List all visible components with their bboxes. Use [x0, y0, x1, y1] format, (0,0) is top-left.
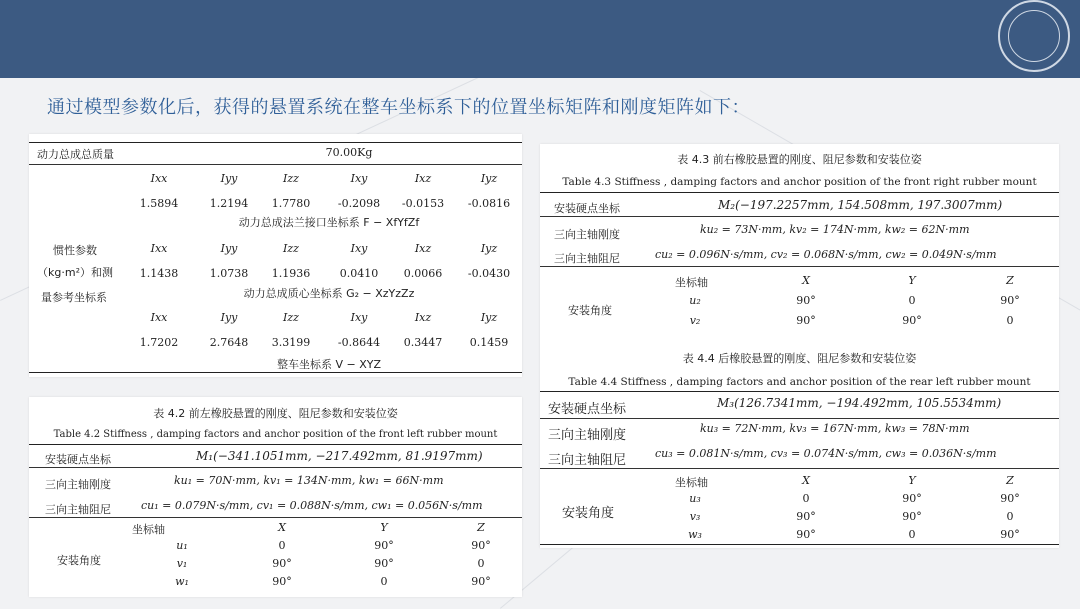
angle-row-label: u₂: [675, 294, 715, 307]
axis-header: X: [257, 521, 307, 534]
hard-point-value: M₃(126.7341mm, −194.492mm, 105.5534mm): [717, 396, 1001, 410]
axis-header: Y: [887, 274, 937, 287]
inertia-value-cell: 1.1936: [261, 267, 321, 280]
axis-label: 坐标轴: [675, 274, 708, 290]
angle-row-label: v₁: [162, 557, 202, 570]
stiffness-value: ku₃ = 72N·mm, kv₃ = 167N·mm, kw₃ = 78N·mm: [700, 422, 970, 435]
inertia-value-cell: 2.7648: [199, 336, 259, 349]
inertia-value-cell: 1.0738: [199, 267, 259, 280]
university-logo-icon: [998, 0, 1070, 72]
inertia-value-cell: 1.7780: [261, 197, 321, 210]
damping-value: cu₁ = 0.079N·s/mm, cv₁ = 0.088N·s/mm, cw₁ = 0.056N·s/mm: [141, 499, 483, 512]
inertia-header-cell: Iyy: [199, 311, 259, 324]
damping-label: 三向主轴阻尼: [45, 501, 111, 517]
inertia-table-panel: [29, 134, 522, 377]
angle-value: 0: [456, 557, 506, 570]
inertia-header-cell: Iyy: [199, 172, 259, 185]
inertia-header-cell: Iyz: [459, 172, 519, 185]
mass-value: 70.00Kg: [289, 146, 409, 159]
axis-header: Y: [359, 521, 409, 534]
inertia-label-line3: 量参考坐标系: [41, 289, 107, 305]
damping-label: 三向主轴阻尼: [548, 449, 626, 468]
axis-header: Z: [456, 521, 506, 534]
angle-value: 0: [887, 528, 937, 541]
angle-value: 90°: [781, 528, 831, 541]
hard-point-label: 安装硬点坐标: [548, 398, 626, 417]
table-4-3-title-en: Table 4.3 Stiffness , damping factors and anchor position of the front right rubber mount: [540, 176, 1059, 188]
hard-point-value: M₁(−341.1051mm, −217.492mm, 81.9197mm): [196, 449, 483, 463]
mass-label: 动力总成总质量: [37, 146, 114, 162]
angle-value: 90°: [257, 575, 307, 588]
stiffness-label: 三向主轴刚度: [554, 226, 620, 242]
subcaption-centroid: 动力总成质心坐标系 G₂ − XzYzZz: [179, 285, 479, 301]
angle-value: 90°: [985, 528, 1035, 541]
angle-label: 安装角度: [568, 302, 612, 318]
table-4-4-title-cn: 表 4.4 后橡胶悬置的刚度、阻尼参数和安装位姿: [540, 350, 1059, 366]
inertia-value-cell: 0.1459: [459, 336, 519, 349]
hard-point-label: 安装硬点坐标: [554, 200, 620, 216]
angle-label: 安装角度: [57, 552, 101, 568]
inertia-header-cell: Izz: [261, 311, 321, 324]
angle-value: 90°: [781, 510, 831, 523]
inertia-value-cell: -0.2098: [329, 197, 389, 210]
inertia-value-cell: 1.1438: [129, 267, 189, 280]
inertia-header-cell: Ixx: [129, 242, 189, 255]
stiffness-label: 三向主轴刚度: [45, 476, 111, 492]
inertia-header-cell: Ixx: [129, 311, 189, 324]
angle-value: 0: [781, 492, 831, 505]
inertia-header-cell: Ixz: [393, 172, 453, 185]
angle-value: 90°: [985, 492, 1035, 505]
inertia-value-cell: -0.0430: [459, 267, 519, 280]
inertia-value-cell: -0.8644: [329, 336, 389, 349]
angle-value: 90°: [887, 314, 937, 327]
subcaption-vehicle: 整车坐标系 V − XYZ: [179, 356, 479, 372]
angle-row-label: u₁: [162, 539, 202, 552]
table-4-2-title-en: Table 4.2 Stiffness , damping factors and anchor position of the front left rubber mount: [29, 429, 522, 440]
angle-value: 90°: [887, 510, 937, 523]
table-4-4-title-en: Table 4.4 Stiffness , damping factors and anchor position of the rear left rubber mount: [540, 376, 1059, 388]
angle-value: 90°: [359, 557, 409, 570]
axis-label: 坐标轴: [132, 521, 165, 537]
table-4-2-title-cn: 表 4.2 前左橡胶悬置的刚度、阻尼参数和安装位姿: [29, 405, 522, 421]
inertia-value-cell: -0.0816: [459, 197, 519, 210]
axis-label: 坐标轴: [675, 474, 708, 490]
slide-subtitle: 通过模型参数化后，获得的悬置系统在整车坐标系下的位置坐标矩阵和刚度矩阵如下：: [47, 93, 750, 119]
hard-point-label: 安装硬点坐标: [45, 451, 111, 467]
inertia-header-cell: Ixz: [393, 242, 453, 255]
angle-value: 90°: [985, 294, 1035, 307]
angle-value: 0: [359, 575, 409, 588]
angle-label: 安装角度: [562, 502, 614, 521]
inertia-value-cell: 1.7202: [129, 336, 189, 349]
angle-row-label: w₃: [675, 528, 715, 541]
axis-header: X: [781, 474, 831, 487]
angle-value: 0: [257, 539, 307, 552]
inertia-header-cell: Ixy: [329, 172, 389, 185]
header-bar: [0, 0, 1080, 78]
axis-header: Z: [985, 474, 1035, 487]
angle-row-label: v₂: [675, 314, 715, 327]
angle-value: 90°: [359, 539, 409, 552]
inertia-header-cell: Izz: [261, 172, 321, 185]
table-4-2-panel: [29, 397, 522, 597]
angle-value: 90°: [456, 575, 506, 588]
axis-header: X: [781, 274, 831, 287]
stiffness-value: ku₂ = 73N·mm, kv₂ = 174N·mm, kw₂ = 62N·mm: [700, 223, 970, 236]
inertia-header-cell: Ixz: [393, 311, 453, 324]
subcaption-flange: 动力总成法兰接口坐标系 F − XfYfZf: [179, 214, 479, 230]
stiffness-value: ku₁ = 70N·mm, kv₁ = 134N·mm, kw₁ = 66N·mm: [174, 474, 444, 487]
inertia-value-cell: 1.5894: [129, 197, 189, 210]
angle-value: 90°: [257, 557, 307, 570]
angle-value: 90°: [887, 492, 937, 505]
angle-row-label: u₃: [675, 492, 715, 505]
damping-label: 三向主轴阻尼: [554, 250, 620, 266]
table-4-3-title-cn: 表 4.3 前右橡胶悬置的刚度、阻尼参数和安装位姿: [540, 151, 1059, 167]
angle-value: 90°: [456, 539, 506, 552]
inertia-label-line1: 惯性参数: [53, 242, 97, 258]
angle-row-label: v₃: [675, 510, 715, 523]
angle-value: 0: [985, 510, 1035, 523]
axis-header: Y: [887, 474, 937, 487]
inertia-header-cell: Iyz: [459, 242, 519, 255]
angle-row-label: w₁: [162, 575, 202, 588]
inertia-label-line2: （kg·m²）和测: [37, 264, 113, 280]
damping-value: cu₃ = 0.081N·s/mm, cv₃ = 0.074N·s/mm, cw₃ = 0.036N·s/mm: [655, 447, 997, 460]
table-4-3-4-4-panel: [540, 144, 1059, 548]
hard-point-value: M₂(−197.2257mm, 154.508mm, 197.3007mm): [718, 198, 1002, 212]
inertia-header-cell: Ixy: [329, 311, 389, 324]
inertia-value-cell: 0.0066: [393, 267, 453, 280]
inertia-header-cell: Iyz: [459, 311, 519, 324]
inertia-header-cell: Iyy: [199, 242, 259, 255]
angle-value: 90°: [781, 314, 831, 327]
inertia-value-cell: 1.2194: [199, 197, 259, 210]
angle-value: 90°: [781, 294, 831, 307]
inertia-value-cell: 0.0410: [329, 267, 389, 280]
inertia-value-cell: 0.3447: [393, 336, 453, 349]
angle-value: 0: [887, 294, 937, 307]
damping-value: cu₂ = 0.096N·s/mm, cv₂ = 0.068N·s/mm, cw₂ = 0.049N·s/mm: [655, 248, 997, 261]
inertia-value-cell: -0.0153: [393, 197, 453, 210]
inertia-value-cell: 3.3199: [261, 336, 321, 349]
axis-header: Z: [985, 274, 1035, 287]
inertia-header-cell: Izz: [261, 242, 321, 255]
inertia-header-cell: Ixx: [129, 172, 189, 185]
angle-value: 0: [985, 314, 1035, 327]
inertia-header-cell: Ixy: [329, 242, 389, 255]
stiffness-label: 三向主轴刚度: [548, 424, 626, 443]
